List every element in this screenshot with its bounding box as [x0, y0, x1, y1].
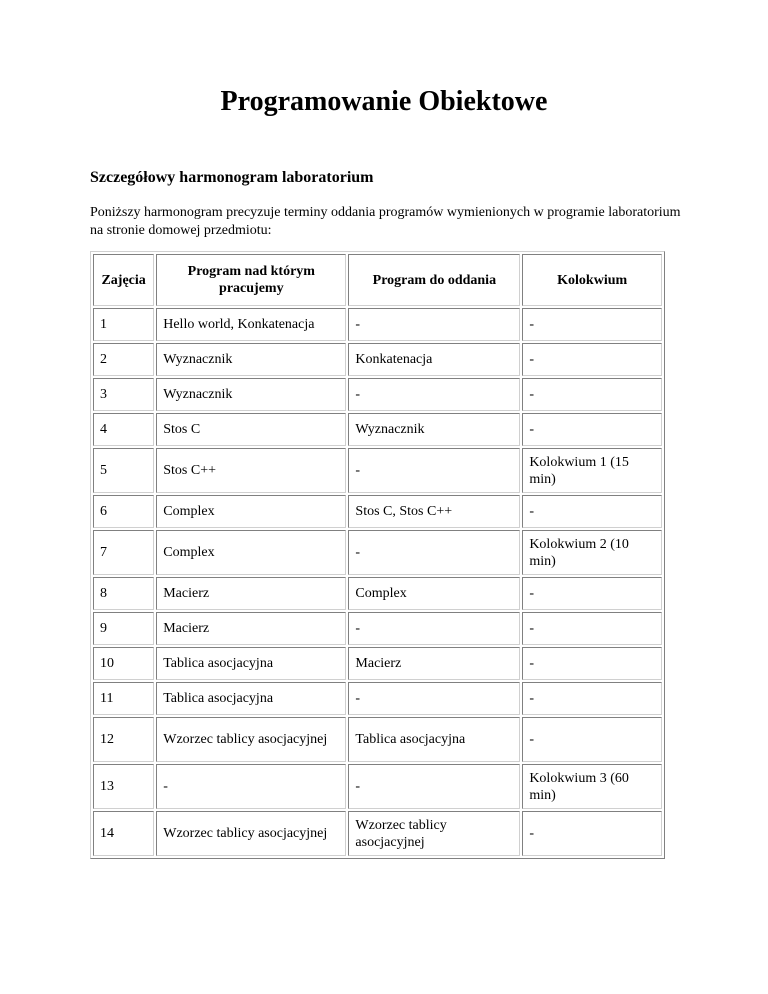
cell-kolokwium: - [522, 308, 662, 341]
cell-program-current: Tablica asocjacyjna [156, 647, 346, 680]
cell-kolokwium: Kolokwium 3 (60 min) [522, 764, 662, 809]
cell-program-due: - [348, 378, 520, 411]
cell-kolokwium: - [522, 811, 662, 856]
cell-session: 5 [93, 448, 154, 493]
cell-kolokwium: Kolokwium 1 (15 min) [522, 448, 662, 493]
cell-program-due: - [348, 448, 520, 493]
cell-program-due: - [348, 682, 520, 715]
table-row [93, 378, 662, 411]
cell-kolokwium: Kolokwium 2 (10 min) [522, 530, 662, 575]
cell-program-due: Konkatenacja [348, 343, 520, 376]
table-row [93, 308, 662, 341]
cell-session: 4 [93, 413, 154, 446]
table-row [93, 530, 662, 575]
table-row [93, 612, 662, 645]
cell-kolokwium: - [522, 495, 662, 528]
table-row [93, 495, 662, 528]
cell-program-current: Wzorzec tablicy asocjacyjnej [156, 717, 346, 762]
table-row [93, 448, 662, 493]
cell-session: 10 [93, 647, 154, 680]
cell-kolokwium: - [522, 717, 662, 762]
cell-kolokwium: - [522, 647, 662, 680]
cell-program-due: Wyznacznik [348, 413, 520, 446]
intro-paragraph: Poniższy harmonogram precyzuje terminy oddania programów wymienionych w programie laboratorium na stronie domowej przedmiotu: [90, 205, 681, 238]
cell-session: 9 [93, 612, 154, 645]
cell-session: 12 [93, 717, 154, 762]
table-row [93, 811, 662, 856]
table-row [93, 764, 662, 809]
header-program-due: Program do oddania [348, 254, 520, 306]
cell-session: 11 [93, 682, 154, 715]
cell-kolokwium: - [522, 378, 662, 411]
cell-program-current: Stos C [156, 413, 346, 446]
cell-program-due: Complex [348, 577, 520, 610]
cell-program-current: Complex [156, 495, 346, 528]
cell-kolokwium: - [522, 343, 662, 376]
cell-session: 14 [93, 811, 154, 856]
cell-program-due: Macierz [348, 647, 520, 680]
table-row [93, 647, 662, 680]
cell-session: 7 [93, 530, 154, 575]
cell-program-current: Tablica asocjacyjna [156, 682, 346, 715]
cell-program-current: Wyznacznik [156, 343, 346, 376]
table-row [93, 717, 662, 762]
cell-kolokwium: - [522, 413, 662, 446]
cell-program-current: Macierz [156, 612, 346, 645]
table-header-row [93, 254, 662, 306]
cell-program-due: - [348, 612, 520, 645]
cell-session: 1 [93, 308, 154, 341]
cell-session: 8 [93, 577, 154, 610]
cell-program-current: - [156, 764, 346, 809]
cell-session: 3 [93, 378, 154, 411]
cell-kolokwium: - [522, 682, 662, 715]
table-row [93, 577, 662, 610]
cell-program-due: Stos C, Stos C++ [348, 495, 520, 528]
cell-session: 6 [93, 495, 154, 528]
cell-program-current: Wyznacznik [156, 378, 346, 411]
table-row [93, 343, 662, 376]
table-row [93, 682, 662, 715]
header-program-current: Program nad którym pracujemy [156, 254, 346, 306]
cell-kolokwium: - [522, 612, 662, 645]
cell-session: 13 [93, 764, 154, 809]
cell-program-due: - [348, 764, 520, 809]
cell-session: 2 [93, 343, 154, 376]
cell-kolokwium: - [522, 577, 662, 610]
schedule-table [90, 251, 665, 859]
header-kolokwium: Kolokwium [522, 254, 662, 306]
table-row [93, 413, 662, 446]
header-zajecia: Zajęcia [93, 254, 154, 306]
cell-program-due: - [348, 530, 520, 575]
cell-program-current: Hello world, Konkatenacja [156, 308, 346, 341]
cell-program-due: Tablica asocjacyjna [348, 717, 520, 762]
page-title: Programowanie Obiektowe [220, 86, 548, 117]
cell-program-current: Stos C++ [156, 448, 346, 493]
cell-program-current: Wzorzec tablicy asocjacyjnej [156, 811, 346, 856]
cell-program-due: - [348, 308, 520, 341]
cell-program-current: Macierz [156, 577, 346, 610]
cell-program-due: Wzorzec tablicy asocjacyjnej [348, 811, 520, 856]
cell-program-current: Complex [156, 530, 346, 575]
section-heading: Szczegółowy harmonogram laboratorium [90, 169, 374, 186]
